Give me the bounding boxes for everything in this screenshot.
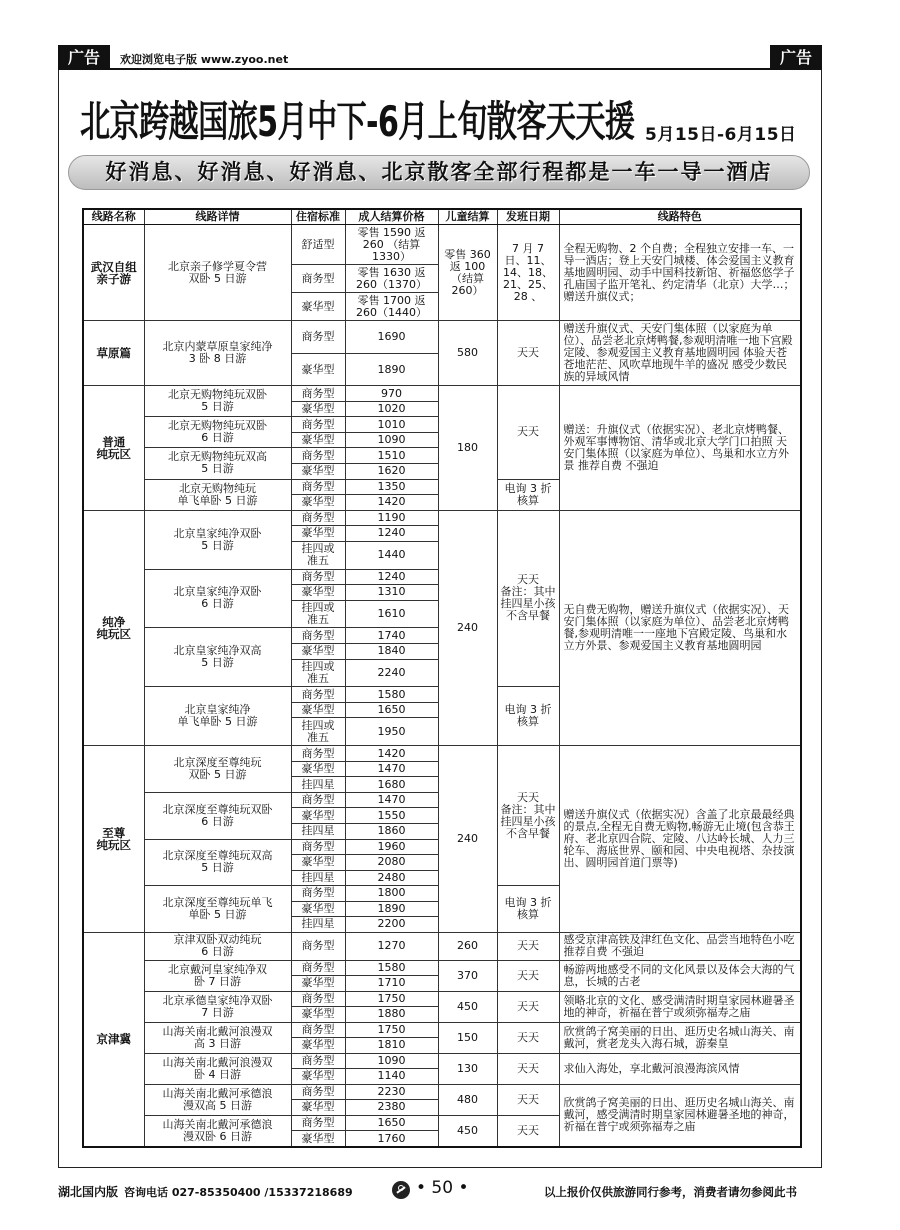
- route-name: 北京无购物纯玩双高 5 日游: [144, 448, 291, 479]
- route-name: 北京皇家纯净双卧 6 日游: [144, 569, 291, 628]
- adult-price: 1240: [345, 526, 438, 542]
- accommodation-type: 挂四星: [291, 870, 345, 886]
- departure-dates: 电询 3 折核算: [497, 886, 559, 933]
- route-name: 北京戴河皇家纯净双 卧 7 日游: [144, 960, 291, 991]
- welcome-text: 欢迎浏览电子版 www.zyoo.net: [120, 53, 289, 66]
- departure-dates: 天天: [497, 1022, 559, 1053]
- departure-dates: 7 月 7 日、11、14、18、21、25、28 、: [497, 225, 559, 321]
- adult-price: 1650: [345, 1115, 438, 1131]
- adult-price: 1270: [345, 932, 438, 960]
- table-row: [83, 321, 801, 354]
- footer-edition: 湖北国内版: [58, 1185, 119, 1199]
- route-features: 赠送升旗仪式、天安门集体照（以家庭为单位）、品尝老北京烤鸭餐,参观明清唯一地下宫殿定陵、参观爱国主义教育基地圆明园 体验天苍苍地茫茫、风吹草地现牛羊的盛况 感受少数民族的异域风情: [559, 321, 801, 386]
- departure-dates: 天天: [497, 1053, 559, 1084]
- child-price: 260: [438, 932, 497, 960]
- accommodation-type: 豪华型: [291, 1038, 345, 1054]
- route-name: 北京深度至尊纯玩双卧 6 日游: [144, 792, 291, 839]
- adult-price: 1800: [345, 886, 438, 902]
- accommodation-type: 豪华型: [291, 401, 345, 417]
- accommodation-type: 商务型: [291, 746, 345, 762]
- adult-price: 1750: [345, 1022, 438, 1038]
- accommodation-type: 豪华型: [291, 293, 345, 321]
- page-number: • 50 •: [416, 1178, 469, 1198]
- departure-dates: 天天: [497, 991, 559, 1022]
- ad-label-left: 广告: [58, 45, 110, 70]
- route-name: 北京深度至尊纯玩 双卧 5 日游: [144, 746, 291, 793]
- header-features: 线路特色: [559, 209, 801, 225]
- departure-dates: 天天: [497, 960, 559, 991]
- table-row: [83, 746, 801, 762]
- adult-price: 零售 1590 返 260 （结算 1330）: [345, 225, 438, 265]
- route-features: 感受京津高铁及津红色文化、品尝当地特色小吃 推荐自费 不强迫: [559, 932, 801, 960]
- accommodation-type: 商务型: [291, 886, 345, 902]
- adult-price: 1310: [345, 585, 438, 601]
- adult-price: 2480: [345, 870, 438, 886]
- accommodation-type: 商务型: [291, 628, 345, 644]
- accommodation-type: 商务型: [291, 1084, 345, 1100]
- accommodation-type: 豪华型: [291, 353, 345, 386]
- adult-price: 1620: [345, 463, 438, 479]
- section-name: 至尊 纯玩区: [83, 746, 144, 932]
- route-name: 北京皇家纯净 单飞单卧 5 日游: [144, 687, 291, 746]
- adult-price: 1860: [345, 823, 438, 839]
- child-price: 130: [438, 1053, 497, 1084]
- accommodation-type: 商务型: [291, 991, 345, 1007]
- section-name: 草原篇: [83, 321, 144, 386]
- child-price: 450: [438, 1115, 497, 1147]
- adult-price: 1750: [345, 991, 438, 1007]
- accommodation-type: 挂四或 准五: [291, 718, 345, 746]
- child-price: 150: [438, 1022, 497, 1053]
- adult-price: 1240: [345, 569, 438, 585]
- accommodation-type: 豪华型: [291, 463, 345, 479]
- adult-price: 1580: [345, 687, 438, 703]
- accommodation-type: 商务型: [291, 386, 345, 402]
- route-name: 京津双卧双动纯玩 6 日游: [144, 932, 291, 960]
- adult-price: 2240: [345, 659, 438, 687]
- ad-label-right: 广告: [770, 45, 822, 70]
- header-adult-price: 成人结算价格: [345, 209, 438, 225]
- table-row: [83, 960, 801, 976]
- accommodation-type: 豪华型: [291, 901, 345, 917]
- table-row: [83, 510, 801, 526]
- departure-dates: 天天: [497, 386, 559, 479]
- accommodation-type: 商务型: [291, 479, 345, 495]
- route-name: 北京承德皇家纯净双卧 7 日游: [144, 991, 291, 1022]
- adult-price: 1680: [345, 777, 438, 793]
- child-price: 450: [438, 991, 497, 1022]
- accommodation-type: 挂四星: [291, 917, 345, 933]
- route-name: 北京皇家纯净双高 5 日游: [144, 628, 291, 687]
- child-price: 580: [438, 321, 497, 386]
- route-name: 北京无购物纯玩双卧 6 日游: [144, 417, 291, 448]
- section-name: 普通 纯玩区: [83, 386, 144, 510]
- accommodation-type: 挂四或 准五: [291, 659, 345, 687]
- adult-price: 1690: [345, 321, 438, 354]
- adult-price: 1810: [345, 1038, 438, 1054]
- adult-price: 1190: [345, 510, 438, 526]
- adult-price: 2080: [345, 855, 438, 871]
- child-price: 370: [438, 960, 497, 991]
- child-price: 180: [438, 386, 497, 510]
- adult-price: 1580: [345, 960, 438, 976]
- adult-price: 2380: [345, 1100, 438, 1116]
- table-row: [83, 1053, 801, 1069]
- route-features: 求仙入海处，享北戴河浪漫海滨风情: [559, 1053, 801, 1084]
- route-name: 山海关南北戴河承德浪 漫双卧 6 日游: [144, 1115, 291, 1147]
- accommodation-type: 豪华型: [291, 1007, 345, 1023]
- accommodation-type: 豪华型: [291, 495, 345, 511]
- adult-price: 1610: [345, 600, 438, 628]
- table-row: [83, 225, 801, 265]
- route-features: 全程无购物、2 个自费；全程独立安排一车、一导一酒店；登上天安门城楼、体会爱国主义教育基地圆明园、动手中国科技新馆、祈福悠悠学子孔庙国子监开笔礼、约定清华（北京）大学…；赠送升旗仪式；: [559, 225, 801, 321]
- accommodation-type: 舒适型: [291, 225, 345, 265]
- table-row: [83, 991, 801, 1007]
- adult-price: 1510: [345, 448, 438, 464]
- adult-price: 2200: [345, 917, 438, 933]
- route-features: 无自费无购物，赠送升旗仪式（依据实况）、天安门集体照（以家庭为单位）、品尝老北京烤鸭餐,参观明清唯一一座地下宫殿定陵、鸟巢和水立方外景、参观爱国主义教育基地圆明园: [559, 510, 801, 746]
- page-title: 北京跨越国旅5月中下-6月上旬散客天天援: [80, 97, 635, 146]
- adult-price: 1090: [345, 432, 438, 448]
- accommodation-type: 豪华型: [291, 855, 345, 871]
- departure-dates: 电询 3 折核算: [497, 687, 559, 746]
- accommodation-type: 豪华型: [291, 585, 345, 601]
- adult-price: 1440: [345, 541, 438, 569]
- adult-price: 1650: [345, 702, 438, 718]
- adult-price: 2230: [345, 1084, 438, 1100]
- adult-price: 1950: [345, 718, 438, 746]
- accommodation-type: 豪华型: [291, 702, 345, 718]
- accommodation-type: 豪华型: [291, 1131, 345, 1147]
- child-price: 480: [438, 1084, 497, 1115]
- accommodation-type: 商务型: [291, 960, 345, 976]
- departure-dates: 天天: [497, 321, 559, 386]
- adult-price: 1960: [345, 839, 438, 855]
- accommodation-type: 商务型: [291, 1022, 345, 1038]
- accommodation-type: 豪华型: [291, 643, 345, 659]
- route-name: 北京无购物纯玩双卧 5 日游: [144, 386, 291, 417]
- adult-price: 1880: [345, 1007, 438, 1023]
- accommodation-type: 商务型: [291, 448, 345, 464]
- accommodation-type: 豪华型: [291, 808, 345, 824]
- accommodation-type: 豪华型: [291, 526, 345, 542]
- footer-disclaimer: 以上报价仅供旅游同行参考，消费者请勿参阅此书: [544, 1185, 797, 1199]
- adult-price: 1840: [345, 643, 438, 659]
- accommodation-type: 商务型: [291, 265, 345, 293]
- table-row: [83, 1084, 801, 1100]
- route-name: 北京无购物纯玩 单飞单卧 5 日游: [144, 479, 291, 510]
- route-name: 北京深度至尊纯玩单飞 单卧 5 日游: [144, 886, 291, 933]
- child-price: 240: [438, 510, 497, 746]
- route-features: 领略北京的文化、感受满清时期皇家园林避暑圣地的神奇，祈福在普宁或须弥福寿之庙: [559, 991, 801, 1022]
- adult-price: 零售 1630 返 260（1370）: [345, 265, 438, 293]
- accommodation-type: 商务型: [291, 792, 345, 808]
- adult-price: 1470: [345, 761, 438, 777]
- accommodation-type: 商务型: [291, 321, 345, 354]
- route-name: 北京皇家纯净双卧 5 日游: [144, 510, 291, 569]
- promo-banner: 好消息、好消息、好消息、北京散客全部行程都是一车一导一酒店: [68, 155, 810, 190]
- accommodation-type: 商务型: [291, 932, 345, 960]
- adult-price: 1710: [345, 976, 438, 992]
- date-range: 5月15日-6月15日: [645, 125, 797, 145]
- adult-price: 1140: [345, 1069, 438, 1085]
- route-features: 畅游两地感受不同的文化风景以及体会大海的气息，长城的古老: [559, 960, 801, 991]
- table-row: [83, 932, 801, 960]
- header-departure: 发班日期: [497, 209, 559, 225]
- header-route-name: 线路名称: [83, 209, 144, 225]
- accommodation-type: 商务型: [291, 1115, 345, 1131]
- table-body: [83, 225, 801, 1148]
- adult-price: 970: [345, 386, 438, 402]
- accommodation-type: 豪华型: [291, 976, 345, 992]
- accommodation-type: 豪华型: [291, 1100, 345, 1116]
- adult-price: 1020: [345, 401, 438, 417]
- accommodation-type: 豪华型: [291, 432, 345, 448]
- departure-dates: 天天: [497, 932, 559, 960]
- accommodation-type: 商务型: [291, 839, 345, 855]
- accommodation-type: 豪华型: [291, 761, 345, 777]
- table-header-row: [83, 209, 801, 225]
- route-name: 北京亲子修学夏令营 双卧 5 日游: [144, 225, 291, 321]
- route-features: 欣赏鸽子窝美丽的日出、逛历史名城山海关、南戴河，赏老龙头入海石城，游秦皇: [559, 1022, 801, 1053]
- departure-dates: 天天: [497, 1084, 559, 1115]
- adult-price: 1470: [345, 792, 438, 808]
- accommodation-type: 商务型: [291, 417, 345, 433]
- route-features: 赠送升旗仪式（依据实况）含盖了北京最最经典的景点,全程无自费无购物,畅游无止境(包含恭王府、老北京四合院、定陵、八达岭长城、人力三轮车、海底世界、颐和园、中央电视塔、杂技演出、圆明园首道门票等): [559, 746, 801, 932]
- section-name: 京津冀: [83, 932, 144, 1147]
- adult-price: 1420: [345, 746, 438, 762]
- accommodation-type: 豪华型: [291, 1069, 345, 1085]
- accommodation-type: 挂四或 准五: [291, 600, 345, 628]
- route-features: 赠送：升旗仪式（依据实况）、老北京烤鸭餐、外观军事博物馆、清华或北京大学门口拍照 天安门集体照（以家庭为单位）、鸟巢和水立方外景 推荐自费 不强迫: [559, 386, 801, 510]
- accommodation-type: 商务型: [291, 687, 345, 703]
- section-name: 武汉自组 亲子游: [83, 225, 144, 321]
- accommodation-type: 商务型: [291, 569, 345, 585]
- accommodation-type: 商务型: [291, 510, 345, 526]
- price-table: [82, 208, 802, 1148]
- route-name: 山海关南北戴河浪漫双 高 3 日游: [144, 1022, 291, 1053]
- adult-price: 1890: [345, 901, 438, 917]
- route-features: 欣赏鸽子窝美丽的日出、逛历史名城山海关、南戴河，感受满清时期皇家园林避暑圣地的神奇，祈福在普宁或须弥福寿之庙: [559, 1084, 801, 1147]
- route-name: 北京内蒙草原皇家纯净 3 卧 8 日游: [144, 321, 291, 386]
- route-name: 北京深度至尊纯玩双高 5 日游: [144, 839, 291, 886]
- route-name: 山海关南北戴河承德浪 漫双高 5 日游: [144, 1084, 291, 1115]
- departure-dates: 天天: [497, 1115, 559, 1147]
- adult-price: 1550: [345, 808, 438, 824]
- route-name: 山海关南北戴河浪漫双 卧 4 日游: [144, 1053, 291, 1084]
- table-row: [83, 386, 801, 402]
- section-name: 纯净 纯玩区: [83, 510, 144, 746]
- accommodation-type: 挂四星: [291, 823, 345, 839]
- adult-price: 1010: [345, 417, 438, 433]
- adult-price: 1350: [345, 479, 438, 495]
- header-accommodation: 住宿标准: [291, 209, 345, 225]
- adult-price: 1090: [345, 1053, 438, 1069]
- child-price: 零售 360 返 100（结算 260）: [438, 225, 497, 321]
- header-child-price: 儿童结算: [438, 209, 497, 225]
- header-route-detail: 线路详情: [144, 209, 291, 225]
- departure-dates: 天天 备注：其中挂四星小孩不含早餐: [497, 746, 559, 886]
- adult-price: 1890: [345, 353, 438, 386]
- departure-dates: 电询 3 折核算: [497, 479, 559, 510]
- adult-price: 1760: [345, 1131, 438, 1147]
- departure-dates: 天天 备注：其中挂四星小孩不含早餐: [497, 510, 559, 687]
- accommodation-type: 商务型: [291, 1053, 345, 1069]
- child-price: 240: [438, 746, 497, 932]
- table-row: [83, 1022, 801, 1038]
- logo-icon: [392, 1181, 410, 1199]
- accommodation-type: 挂四或 准五: [291, 541, 345, 569]
- adult-price: 零售 1700 返 260（1440）: [345, 293, 438, 321]
- accommodation-type: 挂四星: [291, 777, 345, 793]
- adult-price: 1740: [345, 628, 438, 644]
- adult-price: 1420: [345, 495, 438, 511]
- footer-hotline: 咨询电话 027-85350400 /15337218689: [124, 1186, 353, 1199]
